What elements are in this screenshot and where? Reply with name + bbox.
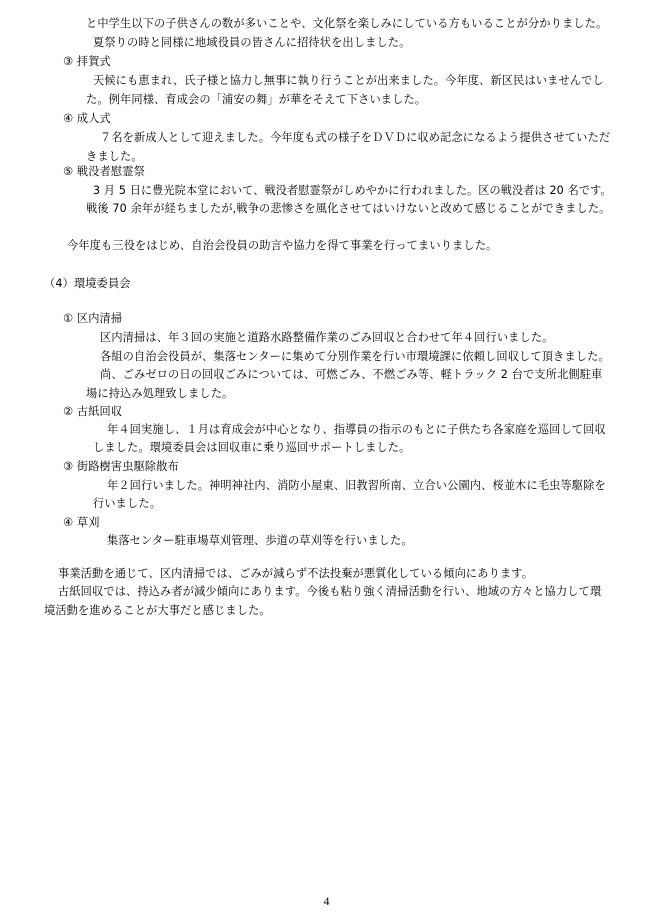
item-3-heading: ③ 拝賀式 <box>63 55 111 68</box>
env-item-2-heading: ② 古紙回収 <box>63 405 123 418</box>
env-item-1-heading: ① 区内清掃 <box>63 312 123 325</box>
item-4-line-1: ７名を新成人として迎えました。今年度も式の様子をＤＶＤに収め記念になるよう提供させていただ <box>100 131 611 144</box>
item-4-line-2: きました。 <box>86 150 143 163</box>
env-item-4-line-1: 集落センター駐車場草刈管理、歩道の草刈等を行いました。 <box>107 534 413 547</box>
section-4-heading: （4）環境委員会 <box>44 277 131 290</box>
env-item-3-heading: ③ 街路樹害虫駆除散布 <box>63 460 179 473</box>
item-5-line-2: 戦後 70 余年が経ちましたが,戦争の悲惨さを風化させてはいけないと改めて感じることができました。 <box>86 202 611 215</box>
env-item-2-line-1: 年４回実施し、１月は育成会が中心となり、指導員の指示のもとに子供たち各家庭を巡回して回収 <box>107 423 606 436</box>
env-item-3-line-1: 年２回行いました。神明神社内、消防小屋東、旧教習所南、立合い公園内、桜並木に毛虫等駆除を <box>107 479 606 492</box>
summary-line-3: 境活動を進めることが大事だと感じました。 <box>44 604 271 617</box>
env-item-3-line-2: 行いました。 <box>93 497 162 510</box>
closing-paragraph: 今年度も三役をはじめ、自治会役員の助言や協力を得て事業を行ってまいりました。 <box>67 239 498 252</box>
intro-line-1: と中学生以下の子供さんの数が多いことや、文化祭を楽しみにしている方もいることが分かりました。 <box>86 17 608 30</box>
item-4-heading: ④ 成人式 <box>63 112 111 125</box>
item-5-line-1: 3 月 5 日に豊光院本堂において、戦没者慰霊祭がしめやかに行われました。区の戦没者は 20 名です。 <box>93 184 612 197</box>
env-item-4-heading: ④ 草刈 <box>63 516 100 529</box>
env-item-1-line-3: 尚、ごみゼロの日の回収ごみについては、可燃ごみ、不燃ごみ等、軽トラック 2 台で支所北側駐車 <box>100 368 603 381</box>
item-5-heading: ⑤ 戦没者慰霊祭 <box>63 165 145 178</box>
item-3-line-1: 天候にも恵まれ、氏子様と協力し無事に執り行うことが出来ました。今年度、新区民はいませんでし <box>93 74 604 87</box>
item-3-line-2: た。例年同様、育成会の「浦安の舞」が華をそえて下さいました。 <box>86 93 427 106</box>
env-item-1-line-2: 各組の自治会役員が、集落センターに集めて分別作業を行い市環境課に依頼し回収して頂きました。 <box>100 350 610 363</box>
env-item-2-line-2: しました。環境委員会は回収車に乗り巡回サポートしました。 <box>93 441 411 454</box>
summary-line-2: 古紙回収では、持込み者が減少傾向にあります。今後も粘り強く清掃活動を行い、地域の方々と協力して環 <box>58 585 602 598</box>
page-number: 4 <box>323 894 330 908</box>
env-item-1-line-4: 場に持込み処理致しました。 <box>86 387 234 400</box>
env-item-1-line-1: 区内清掃は、年３回の実施と道路水路整備作業のごみ回収と合わせて年４回行いました。 <box>100 331 554 344</box>
intro-line-2: 夏祭りの時と同様に地域役員の皆さんに招待状を出しました。 <box>93 36 411 49</box>
summary-line-1: 事業活動を通じて、区内清掃では、ごみが減らず不法投棄が悪質化している傾向にあります。 <box>58 567 534 580</box>
